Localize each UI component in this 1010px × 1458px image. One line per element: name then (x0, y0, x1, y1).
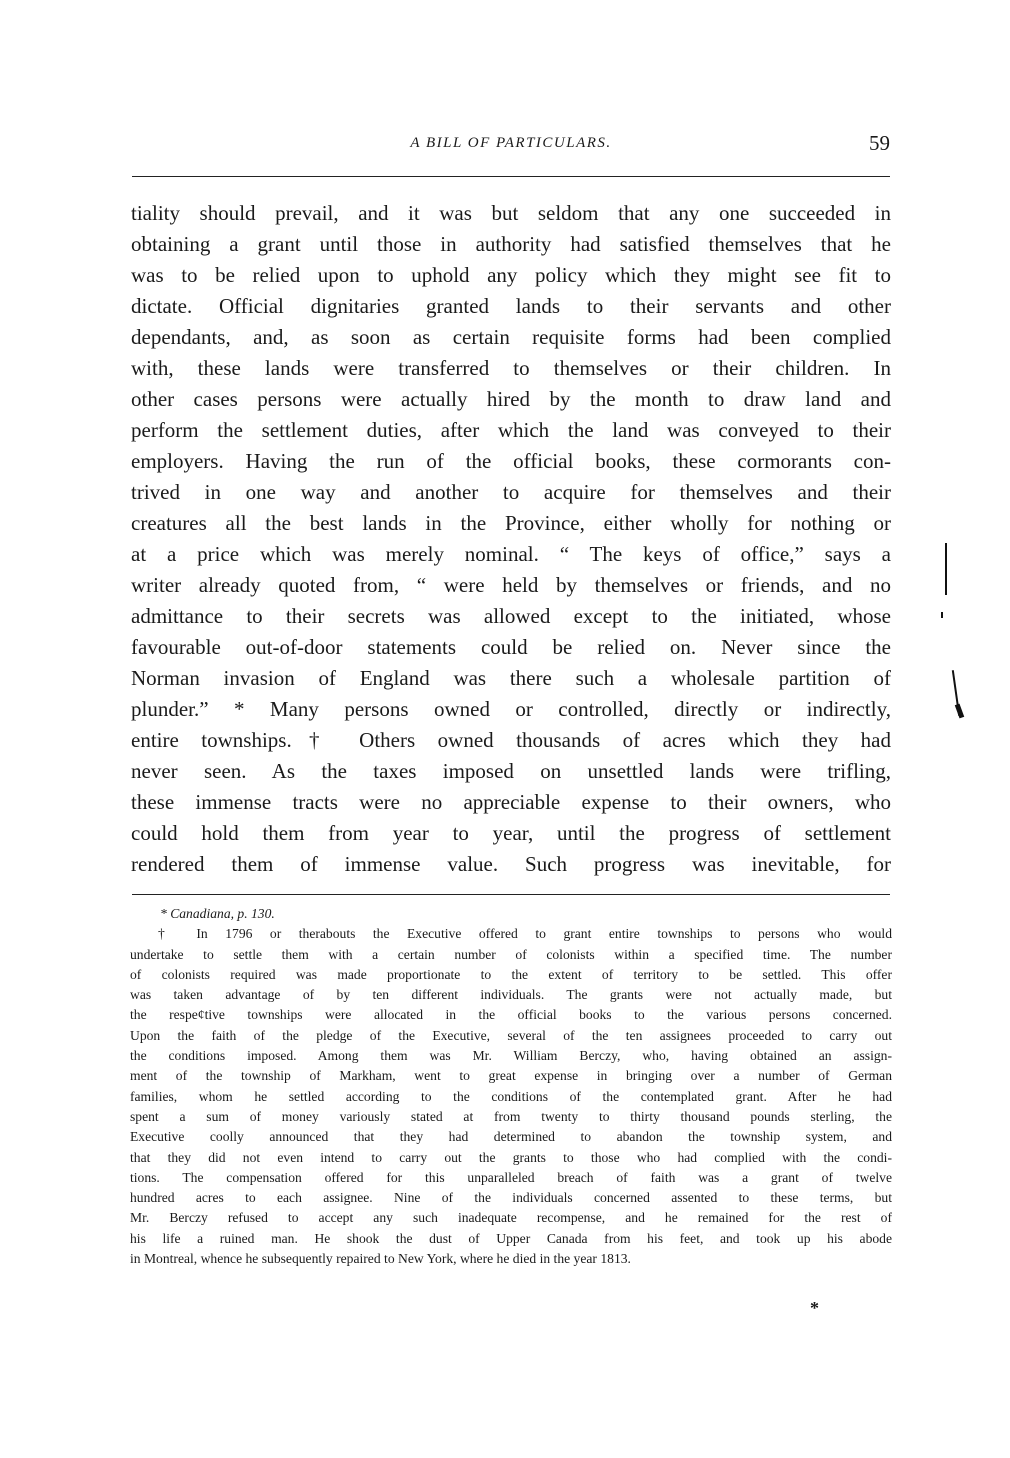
body-line: dictate. Official dignitaries granted lands to their servants and other (131, 294, 891, 318)
footnote-line: his life a ruined man. He shook the dust of Upper Canada from his feet, and took up his abode (130, 1230, 892, 1246)
body-line: could hold them from year to year, until the progress of settlement (131, 821, 891, 845)
footnote-line: was taken advantage of by ten different individuals. The grants were not actually made, but (130, 987, 892, 1003)
footnote-line: families, whom he settled according to the conditions of the contemplated grant. After he had (130, 1088, 892, 1104)
footnote-line: the respe¢tive townships were allocated in the official books to the various persons concerned. (130, 1007, 892, 1023)
body-line: creatures all the best lands in the Province, either wholly for nothing or (131, 511, 891, 535)
footnote-line: tions. The compensation offered for this unparalleled breach of faith was a grant of twelve (130, 1169, 892, 1185)
body-line: admittancе to their secrets was allowed except to the initiated, whose (131, 604, 891, 628)
footnote-line: of colonists required was made proportionate to the extent of territory to be settled. This offer (130, 966, 892, 982)
body-line: obtaining a grant until those in authority had satisfied themselves that he (131, 232, 891, 256)
footnote-line: † In 1796 or therabouts the Executive offered to grant entire townships to persons who would (158, 926, 892, 942)
body-line: was to be relied upon to uphold any policy which they might see fit to (131, 263, 891, 287)
footnote-line: the conditions imposed. Among them was Mr. William Berczy, who, having obtained an assign- (130, 1048, 892, 1064)
body-line: never seen. As the taxes imposed on unsettled lands were trifling, (131, 759, 891, 783)
margin-pencil-mark (955, 704, 964, 719)
body-line: tiality should prevail, and it was but seldom that any one succeeded in (131, 201, 891, 225)
body-line: other cases persons were actually hired by the month to draw land and (131, 387, 891, 411)
body-line: with, these lands were transferred to themselves or their children. In (131, 356, 891, 380)
footnotes (130, 904, 892, 1269)
footnote-line: hundred acres to each assignee. Nine of the individuals concerned assented to these terms, but (130, 1190, 892, 1206)
running-title: A BILL OF PARTICULARS. (410, 135, 612, 151)
body-line: employers. Having the run of the official books, these cormorants con- (131, 449, 891, 473)
body-line: favourable out-of-door statements could be relied on. Never since the (131, 635, 891, 659)
footnote-line: Executive coolly announced that they had determined to abandon the township system, and (130, 1129, 892, 1145)
body-line: dependants, and, as soon as certain requisite forms had been complied (131, 325, 891, 349)
footnote-line: that they did not even intend to carry out the grants to those who had complied with the condi- (130, 1149, 892, 1165)
footnote-line: undertake to settle them with a certain number of colonists within a specified time. The number (130, 946, 892, 962)
margin-pencil-mark (945, 543, 947, 595)
footnote-line: spent a sum of money variously stated at from twenty to thirty thousand pounds sterling, the (130, 1108, 892, 1124)
body-line: writer already quoted from, “ were held by themselves or friends, and no (131, 573, 891, 597)
body-line: Norman invasion of England was there such a wholesale partition of (131, 666, 891, 690)
footnote-line: ment of the township of Markham, went to great expense in bringing over a number of German (130, 1068, 892, 1084)
body-line: plunder.” * Many persons owned or controlled, directly or indirectly, (131, 697, 891, 721)
body-line: at a price which was merely nominal. “ The keys of office,” says a (131, 542, 891, 566)
body-line: these immense tracts were no appreciable expense to their owners, who (131, 790, 891, 814)
running-header (132, 131, 890, 155)
footnote-rule (132, 894, 890, 895)
footnote-line: Mr. Berczy refused to accept any such inadequate recompense, and he remained for the rest of (130, 1210, 892, 1226)
body-line: perform the settlement duties, after which the land was conveyed to their (131, 418, 891, 442)
body-line: entire townships.† Others owned thousands of acres which they had (131, 728, 891, 752)
margin-pencil-mark (941, 612, 943, 618)
body-line: rendered them of immense value. Such progress was inevitable, for (131, 852, 891, 876)
footnote-line: in Montreal, whence he subsequently repaired to New York, where he died in the year 1813. (130, 1251, 631, 1267)
footnote-line: Upon the faith of the pledge of the Executive, several of the ten assignees proceeded to carry out (130, 1027, 892, 1043)
footnote-canadiana: * Canadiana, p. 130. (160, 906, 275, 921)
header-rule (132, 176, 890, 177)
signature-mark: * (810, 1298, 819, 1318)
page-number: 59 (869, 131, 890, 155)
body-line: trived in one way and another to acquire for themselves and their (131, 480, 891, 504)
body-text (131, 198, 891, 880)
